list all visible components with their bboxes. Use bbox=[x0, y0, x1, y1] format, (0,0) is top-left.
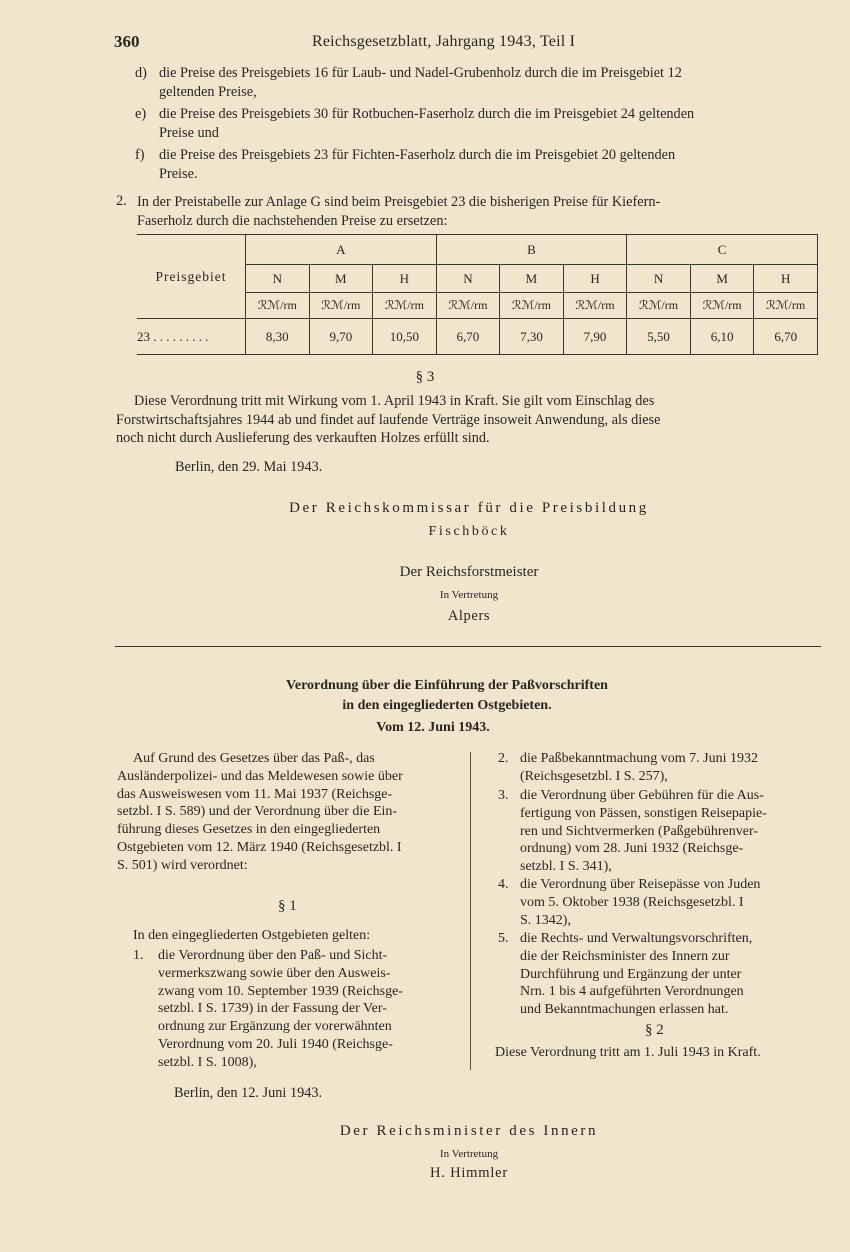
line: Ostgebieten vom 12. März 1940 (Reichsgesetzbl. I bbox=[117, 839, 402, 855]
line: die Preise des Preisgebiets 23 für Fichten-Faserholz durch die im Preisgebiet 20 geltenden bbox=[159, 147, 676, 163]
signature-office: Der Reichskommissar für die Preisbildung bbox=[289, 500, 649, 516]
line: die Preise des Preisgebiets 30 für Rotbuchen-Faserholz durch die im Preisgebiet 24 geltenden bbox=[159, 106, 695, 122]
page-number: 360 bbox=[114, 32, 140, 51]
line: ordnung) vom 28. Juni 1932 (Reichsge- bbox=[520, 841, 744, 857]
running-header: Reichsgesetzblatt, Jahrgang 1943, Teil I bbox=[312, 33, 576, 50]
line: Verordnung vom 20. Juli 1940 (Reichsge- bbox=[158, 1036, 393, 1052]
unit-cell: ℛℳ/rm bbox=[246, 293, 310, 319]
list-item bbox=[135, 105, 823, 142]
subheader: H bbox=[563, 265, 627, 293]
line: S. 501) wird verordnet: bbox=[117, 857, 248, 873]
unit-cell: ℛℳ/rm bbox=[309, 293, 373, 319]
line: Forstwirtschaftsjahres 1944 ab und findet auf laufende Verträge insoweit Anwendung, als diese bbox=[116, 411, 661, 428]
unit-cell: ℛℳ/rm bbox=[563, 293, 627, 319]
line: setzbl. I S. 341), bbox=[520, 859, 612, 875]
signature-office: Der Reichsminister des Innern bbox=[339, 1123, 599, 1139]
item-text bbox=[137, 193, 825, 230]
line: vom 5. Oktober 1938 (Reichsgesetzbl. I bbox=[520, 894, 744, 910]
unit-cell: ℛℳ/rm bbox=[373, 293, 437, 319]
price-cell: 6,70 bbox=[436, 319, 500, 355]
section-text bbox=[116, 392, 820, 448]
line: Durchführung und Ergänzung der unter bbox=[520, 966, 742, 982]
list-label: f) bbox=[135, 147, 145, 163]
price-table bbox=[137, 234, 818, 355]
section-heading: § 3 bbox=[415, 369, 435, 385]
line: S. 1342), bbox=[520, 912, 571, 928]
line: In der Preistabelle zur Anlage G sind beim Preisgebiet 23 die bisherigen Preise für Kiefern- bbox=[137, 194, 661, 210]
unit-cell: ℛℳ/rm bbox=[690, 293, 754, 319]
list-label: 4. bbox=[498, 877, 509, 892]
line: die Verordnung über Reisepässe von Juden bbox=[520, 877, 761, 892]
signature-name: Alpers bbox=[447, 608, 491, 624]
group-header: B bbox=[436, 235, 627, 265]
list-label: 1. bbox=[133, 948, 144, 963]
intro-text bbox=[117, 750, 460, 875]
list-item bbox=[135, 64, 823, 101]
signature-name: Fischböck bbox=[428, 524, 510, 539]
subheader: M bbox=[309, 265, 373, 293]
line: ren und Sichtvermerken (Paßgebührenver- bbox=[520, 823, 759, 839]
deputy-label: In Vertretung bbox=[439, 1148, 499, 1160]
line: zwang vom 10. September 1939 (Reichsge- bbox=[158, 983, 403, 999]
row-header: Preisgebiet bbox=[137, 235, 246, 319]
line: die Preise des Preisgebiets 16 für Laub- und Nadel-Grubenholz durch die im Preisgebiet 12 bbox=[159, 65, 682, 81]
unit-cell: ℛℳ/rm bbox=[754, 293, 818, 319]
price-cell: 9,70 bbox=[309, 319, 373, 355]
unit-cell: ℛℳ/rm bbox=[500, 293, 564, 319]
list-label: d) bbox=[135, 65, 147, 81]
line: die Verordnung über Gebühren für die Aus- bbox=[520, 788, 764, 803]
group-header: C bbox=[627, 235, 818, 265]
list-label: e) bbox=[135, 106, 147, 122]
line: die der Reichsminister des Innern zur bbox=[520, 948, 730, 964]
price-cell: 6,10 bbox=[690, 319, 754, 355]
column-divider bbox=[470, 752, 471, 1070]
section-text: Diese Verordnung tritt am 1. Juli 1943 in Kraft. bbox=[495, 1045, 761, 1060]
subheader: N bbox=[627, 265, 691, 293]
line: die Rechts- und Verwaltungsvorschriften, bbox=[520, 931, 753, 946]
line: fertigung von Pässen, sonstigen Reisepapie- bbox=[520, 805, 767, 821]
subheader: M bbox=[690, 265, 754, 293]
list-label: 5. bbox=[498, 931, 509, 946]
price-cell: 8,30 bbox=[246, 319, 310, 355]
price-cell: 7,90 bbox=[563, 319, 627, 355]
section-heading: § 2 bbox=[645, 1022, 664, 1038]
list-item bbox=[135, 146, 823, 183]
line: Preise. bbox=[159, 165, 198, 182]
line: (Reichsgesetzbl. I S. 257), bbox=[520, 768, 668, 784]
date-line: Berlin, den 29. Mai 1943. bbox=[175, 459, 323, 475]
price-cell: 10,50 bbox=[373, 319, 437, 355]
deputy-label: In Vertretung bbox=[439, 589, 499, 601]
section-lead: In den eingegliederten Ostgebieten gelten: bbox=[133, 928, 371, 943]
subheader: N bbox=[436, 265, 500, 293]
subheader: N bbox=[246, 265, 310, 293]
line: geltenden Preise, bbox=[159, 83, 257, 100]
unit-cell: ℛℳ/rm bbox=[627, 293, 691, 319]
line: das Ausweiswesen vom 11. Mai 1937 (Reichsge- bbox=[117, 786, 393, 802]
signature-office: Der Reichsforstmeister bbox=[399, 564, 539, 580]
signature-name: H. Himmler bbox=[429, 1165, 509, 1181]
decree-date: Vom 12. Juni 1943. bbox=[376, 720, 490, 735]
subheader: H bbox=[373, 265, 437, 293]
subheader: H bbox=[754, 265, 818, 293]
price-cell: 5,50 bbox=[627, 319, 691, 355]
price-cell: 6,70 bbox=[754, 319, 818, 355]
date-line: Berlin, den 12. Juni 1943. bbox=[174, 1085, 323, 1101]
line: setzbl. I S. 589) und der Verordnung über die Ein- bbox=[117, 804, 398, 820]
line: Ausländerpolizei- und das Meldewesen sowie über bbox=[117, 768, 403, 784]
row-label: 23 . . . . . . . . . bbox=[137, 319, 246, 355]
line: ordnung zur Ergänzung der vorerwähnten bbox=[158, 1019, 392, 1035]
unit-cell: ℛℳ/rm bbox=[436, 293, 500, 319]
section-heading: § 1 bbox=[278, 898, 297, 914]
line: Nrn. 1 bis 4 aufgeführten Verordnungen bbox=[520, 984, 744, 1000]
subheader: M bbox=[500, 265, 564, 293]
line: vermerkszwang sowie über den Ausweis- bbox=[158, 965, 391, 981]
list-label: 3. bbox=[498, 788, 509, 803]
decree-title: in den eingegliederten Ostgebieten. bbox=[342, 698, 552, 713]
line: die Paßbekanntmachung vom 7. Juni 1932 bbox=[520, 751, 758, 766]
group-header: A bbox=[246, 235, 437, 265]
line: führung dieses Gesetzes in den eingegliederten bbox=[117, 822, 381, 838]
line: und Bekanntmachungen erlassen hat. bbox=[520, 1002, 729, 1018]
line: setzbl. I S. 1739) in der Fassung der Ver- bbox=[158, 1001, 387, 1017]
line: noch nicht durch Auslieferung des verkauften Holzes erfüllt sind. bbox=[116, 430, 490, 446]
line: Preise und bbox=[159, 124, 219, 141]
divider bbox=[115, 646, 821, 647]
line: setzbl. I S. 1008), bbox=[158, 1054, 257, 1070]
line: Diese Verordnung tritt mit Wirkung vom 1. April 1943 in Kraft. Sie gilt vom Einschlag des bbox=[134, 393, 655, 409]
item-number: 2. bbox=[116, 193, 127, 209]
price-cell: 7,30 bbox=[500, 319, 564, 355]
line: Faserholz durch die nachstehenden Preise zu ersetzen: bbox=[137, 212, 448, 229]
line: Auf Grund des Gesetzes über das Paß-, das bbox=[133, 751, 375, 766]
decree-title: Verordnung über die Einführung der Paßvorschriften bbox=[286, 678, 608, 693]
list-label: 2. bbox=[498, 751, 509, 766]
line: die Verordnung über den Paß- und Sicht- bbox=[158, 948, 388, 963]
